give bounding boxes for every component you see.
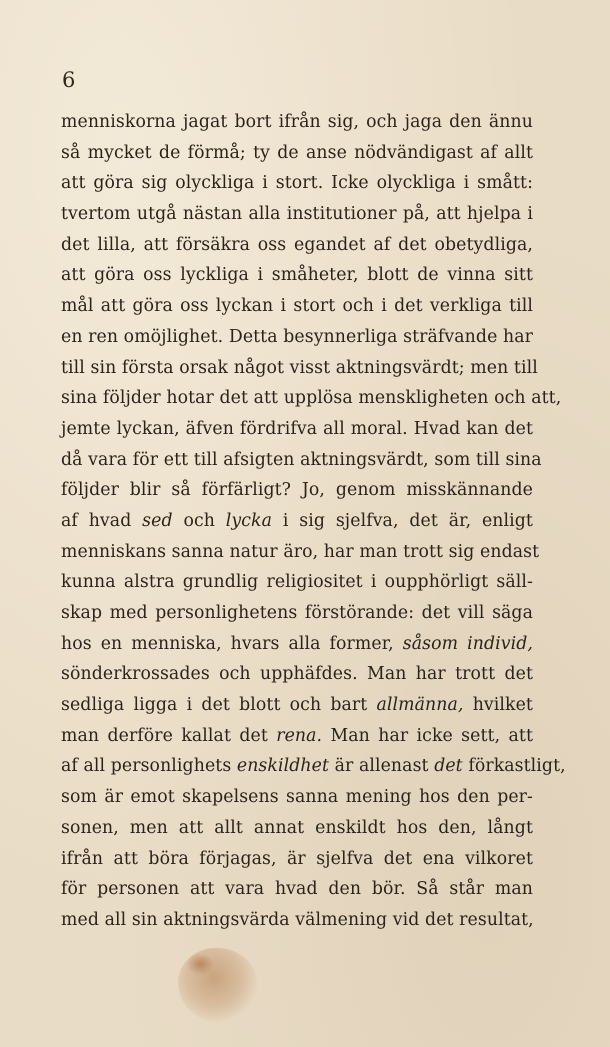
text-segment: det lilla, att försäkra oss egandet af det obetydliga, bbox=[61, 234, 533, 255]
text-line bbox=[61, 905, 533, 936]
text-segment: jemte lyckan, äfven fördrifva all moral. Hvad kan det bbox=[61, 418, 533, 439]
text-line bbox=[61, 260, 533, 291]
text-line bbox=[61, 383, 562, 414]
text-line bbox=[61, 414, 533, 445]
text-line bbox=[61, 782, 533, 813]
text-line bbox=[61, 353, 538, 384]
text-segment: att göra oss lyckliga i småheter, blott de vinna sitt bbox=[61, 265, 533, 286]
page-number: 6 bbox=[62, 68, 76, 92]
text-line bbox=[61, 230, 533, 261]
text-segment: förkastligt, bbox=[462, 756, 566, 777]
text-segment: mål att göra oss lyckan i stort och i det verkliga till bbox=[61, 296, 533, 317]
text-line bbox=[61, 629, 533, 660]
text-line bbox=[61, 168, 533, 199]
text-line bbox=[61, 138, 533, 169]
text-segment: menniskorna jagat bort ifrån sig, och jaga den ännu bbox=[61, 112, 533, 132]
text-segment: sonen, men att allt annat enskildt hos den, långt bbox=[61, 817, 533, 838]
text-segment: skap med personlighetens förstörande: det vill säga bbox=[61, 603, 533, 623]
text-segment: ifrån att böra förjagas, är sjelfva det ena vilkoret bbox=[61, 848, 533, 869]
text-segment: af hvad bbox=[61, 510, 143, 531]
text-line bbox=[61, 475, 533, 506]
italic-emphasis: allmänna, bbox=[376, 695, 464, 716]
body-text bbox=[61, 107, 566, 936]
text-segment: då vara för ett till afsigten aktningsvärdt, som till sina bbox=[61, 449, 542, 470]
text-segment: tvertom utgå nästan alla institutioner på, att hjelpa i bbox=[61, 204, 533, 225]
text-segment: sina följder hotar det att upplösa menskligheten och att, bbox=[61, 388, 562, 409]
text-line bbox=[61, 506, 533, 537]
text-segment: för personen att vara hvad den bör. Så står man bbox=[61, 879, 533, 900]
foxing-stain-core bbox=[186, 953, 214, 975]
text-segment: en ren omöjlighet. Detta besynnerliga sträfvande har bbox=[61, 326, 533, 347]
text-line bbox=[61, 874, 533, 905]
text-segment: med all sin aktningsvärda välmening vid det resultat, bbox=[61, 909, 534, 930]
text-line bbox=[61, 659, 533, 690]
text-segment: hvilket bbox=[463, 695, 533, 716]
text-segment: menniskans sanna natur äro, har man trott sig endast bbox=[61, 541, 540, 562]
text-line bbox=[61, 291, 533, 322]
text-line bbox=[61, 751, 566, 782]
text-segment: i sig sjelfva, det är, enligt bbox=[272, 510, 533, 531]
text-segment: och bbox=[172, 510, 226, 531]
text-segment: sedliga ligga i det blott och bart bbox=[61, 695, 377, 716]
text-segment: att göra sig olyckliga i stort. Icke olyckliga i smått: bbox=[61, 173, 533, 194]
text-segment: man derföre kallat det bbox=[61, 725, 277, 746]
text-segment: hos en menniska, hvars alla former, bbox=[61, 633, 403, 654]
text-segment: sönderkrossades och upphäfdes. Man har trott det bbox=[61, 664, 533, 685]
text-line bbox=[61, 813, 533, 844]
text-segment: är allenast bbox=[329, 756, 435, 777]
text-line bbox=[61, 844, 533, 875]
italic-emphasis: det bbox=[434, 756, 463, 777]
text-segment: som är emot skapelsens sanna mening hos den per- bbox=[61, 787, 533, 808]
text-line bbox=[61, 537, 540, 568]
text-line bbox=[61, 567, 533, 598]
text-line bbox=[61, 107, 533, 138]
text-segment: Man har icke sett, att bbox=[322, 725, 533, 746]
text-line bbox=[61, 199, 533, 230]
text-segment: af all personlighets bbox=[61, 756, 237, 777]
text-line bbox=[61, 690, 533, 721]
italic-emphasis: enskildhet bbox=[236, 756, 329, 777]
text-line bbox=[61, 721, 533, 752]
text-segment: följder blir så förfärligt? Jo, genom misskännande bbox=[61, 480, 533, 501]
text-line bbox=[61, 322, 533, 353]
italic-emphasis: lycka bbox=[225, 510, 273, 531]
text-line bbox=[61, 598, 533, 629]
text-segment: till sin första orsak något visst aktningsvärdt; men till bbox=[61, 357, 538, 378]
italic-emphasis: såsom individ, bbox=[402, 633, 533, 654]
text-segment: kunna alstra grundlig religiositet i oupphörligt säll- bbox=[61, 572, 533, 593]
italic-emphasis: rena. bbox=[276, 725, 323, 746]
text-segment: så mycket de förmå; ty de anse nödvändigast af allt bbox=[61, 142, 533, 163]
italic-emphasis: sed bbox=[142, 510, 173, 531]
text-line bbox=[61, 445, 542, 476]
